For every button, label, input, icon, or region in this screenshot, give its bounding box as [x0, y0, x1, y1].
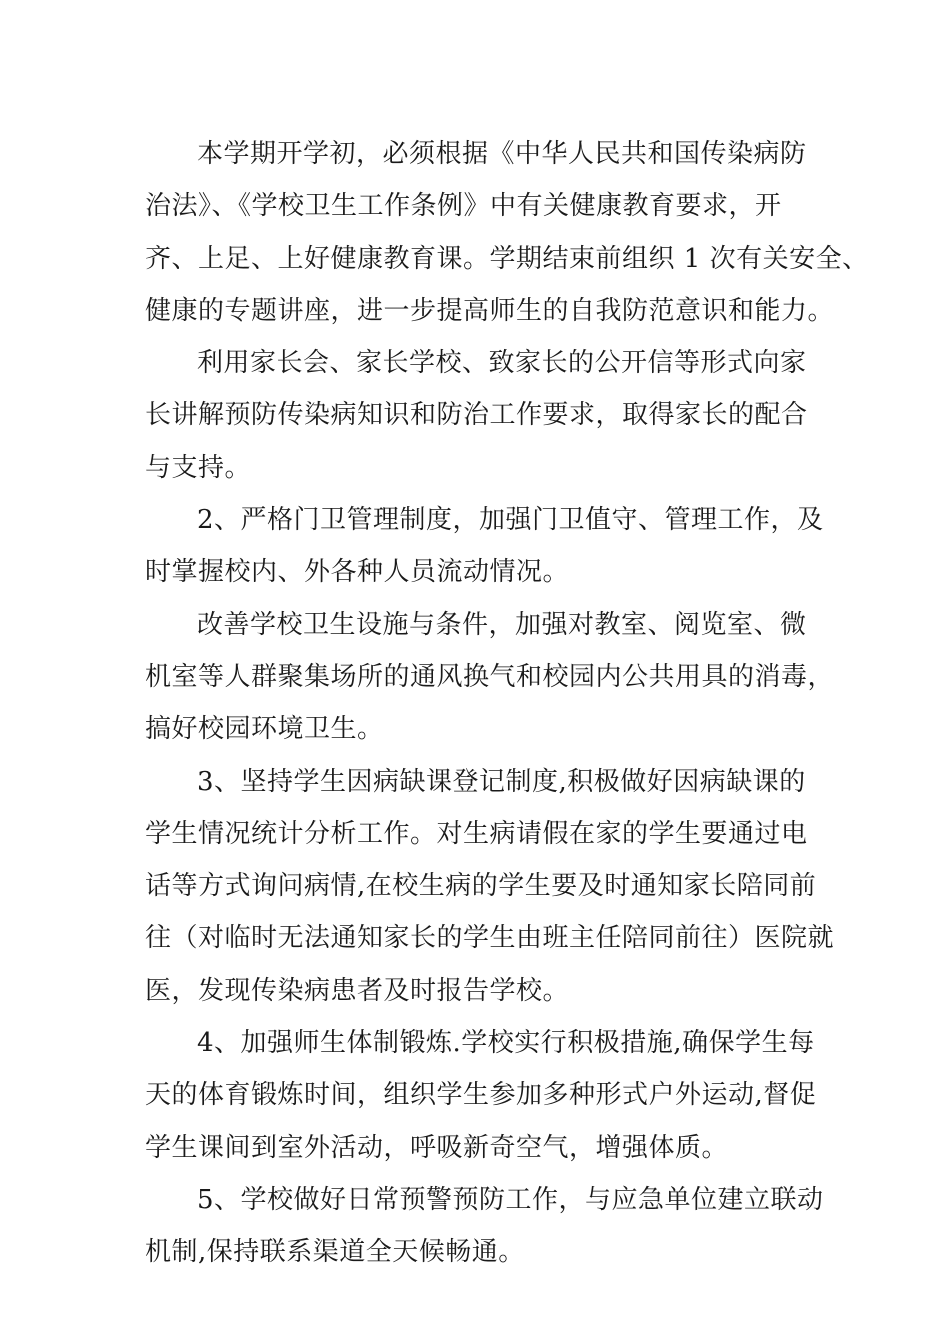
paragraph-3-line-2: 时掌握校内、外各种人员流动情况。: [145, 557, 570, 588]
paragraph-5-line-3: 话等方式询问病情,在校生病的学生要及时通知家长陪同前: [145, 871, 817, 902]
paragraph-1-line-2: 治法》、《学校卫生工作条例》中有关健康教育要求，开: [145, 191, 782, 222]
paragraph-5-line-4: 往（对临时无法通知家长的学生由班主任陪同前往）医院就: [145, 923, 835, 954]
paragraph-1-line-3: 齐、上足、上好健康教育课。学期结束前组织 1 次有关安全、: [145, 243, 869, 274]
paragraph-5-line-1: 3、坚持学生因病缺课登记制度,积极做好因病缺课的: [197, 766, 806, 797]
paragraph-5-line-2: 学生情况统计分析工作。对生病请假在家的学生要通过电: [145, 818, 808, 849]
paragraph-7-line-2: 机制,保持联系渠道全天候畅通。: [145, 1237, 525, 1268]
paragraph-4-line-3: 搞好校园环境卫生。: [145, 714, 384, 745]
paragraph-2-line-1: 利用家长会、家长学校、致家长的公开信等形式向家: [197, 348, 807, 379]
paragraph-1-line-1: 本学期开学初，必须根据《中华人民共和国传染病防: [197, 139, 807, 169]
document-body: [145, 128, 869, 1279]
paragraph-4-line-2: 机室等人群聚集场所的通风换气和校园内公共用具的消毒，: [145, 661, 835, 692]
paragraph-2-line-2: 长讲解预防传染病知识和防治工作要求，取得家长的配合: [145, 400, 808, 431]
paragraph-7-line-1: 5、学校做好日常预警预防工作，与应急单位建立联动: [197, 1184, 824, 1215]
paragraph-5-line-5: 医，发现传染病患者及时报告学校。: [145, 975, 570, 1006]
paragraph-1-line-4: 健康的专题讲座，进一步提高师生的自我防范意识和能力。: [145, 295, 835, 326]
paragraph-6-line-3: 学生课间到室外活动，呼吸新奇空气，增强体质。: [145, 1132, 729, 1163]
paragraph-2-line-3: 与支持。: [145, 452, 252, 483]
paragraph-4-line-1: 改善学校卫生设施与条件，加强对教室、阅览室、微: [197, 609, 807, 640]
paragraph-3-line-1: 2、严格门卫管理制度，加强门卫值守、管理工作，及: [197, 505, 824, 536]
paragraph-6-line-1: 4、加强师生体制锻炼.学校实行积极措施,确保学生每: [197, 1028, 815, 1059]
paragraph-6-line-2: 天的体育锻炼时间，组织学生参加多种形式户外运动,督促: [145, 1080, 817, 1111]
